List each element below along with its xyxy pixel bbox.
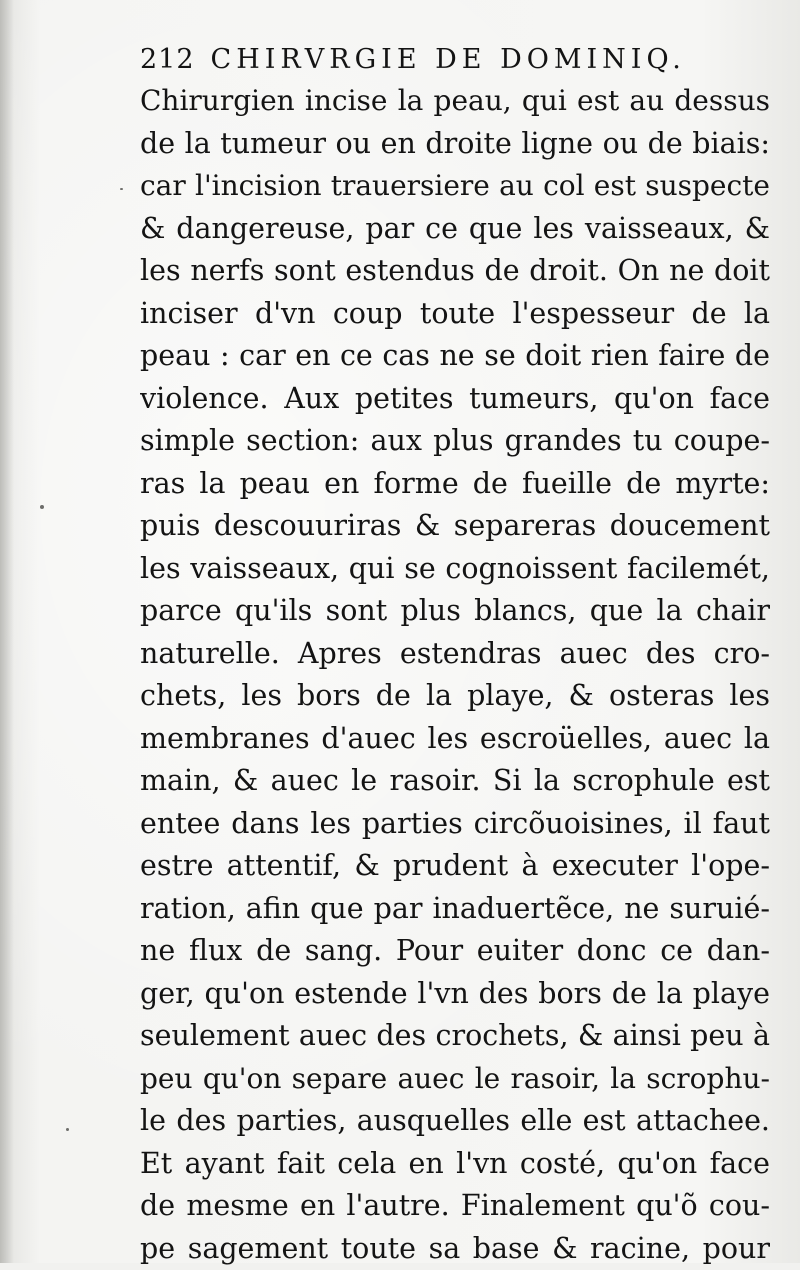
text-line: de la tumeur ou en droite ligne ou de biais:: [140, 123, 770, 166]
text-line: ne flux de sang. Pour euiter donc ce dan-: [140, 930, 770, 973]
text-line: main, & auec le rasoir. Si la scrophule est: [140, 760, 770, 803]
text-line: car l'incision trauersiere au col est suspecte: [140, 165, 770, 208]
text-line: & dangereuse, par ce que les vaisseaux, &: [140, 208, 770, 251]
paper-speck: [66, 1128, 69, 1131]
text-line: membranes d'auec les escroüelles, auec la: [140, 718, 770, 761]
text-line: entee dans les parties circõuoisines, il faut: [140, 803, 770, 846]
paper-speck: [120, 188, 123, 190]
text-line: estre attentif, & prudent à executer l'ope-: [140, 845, 770, 888]
text-line: Chirurgien incise la peau, qui est au dessus: [140, 80, 770, 123]
text-line: Et ayant fait cela en l'vn costé, qu'on face: [140, 1143, 770, 1186]
gutter-shadow: [0, 0, 14, 1263]
text-line: ger, qu'on estende l'vn des bors de la playe: [140, 973, 770, 1016]
text-line: les nerfs sont estendus de droit. On ne doit: [140, 250, 770, 293]
text-line: simple section: aux plus grandes tu coupe-: [140, 420, 770, 463]
text-line: ras la peau en forme de fueille de myrte:: [140, 463, 770, 506]
text-line: peu qu'on separe auec le rasoir, la scrophu-: [140, 1058, 770, 1101]
text-line: pe sagement toute sa base & racine, pour: [140, 1228, 770, 1270]
text-line: de mesme en l'autre. Finalement qu'õ cou-: [140, 1185, 770, 1228]
running-title: CHIRVRGIE DE DOMINIQ.: [211, 44, 686, 75]
page-number: 212: [140, 44, 195, 75]
text-line: ration, afin que par inaduertẽce, ne suruié-: [140, 888, 770, 931]
body-text: [140, 80, 770, 1270]
text-line: naturelle. Apres estendras auec des cro-: [140, 633, 770, 676]
text-line: puis descouuriras & separeras doucement: [140, 505, 770, 548]
text-line: inciser d'vn coup toute l'espesseur de la: [140, 293, 770, 336]
paper-speck: [40, 505, 44, 509]
text-line: parce qu'ils sont plus blancs, que la chair: [140, 590, 770, 633]
text-line: les vaisseaux, qui se cognoissent facilemét,: [140, 548, 770, 591]
text-line: le des parties, ausquelles elle est attachee.: [140, 1100, 770, 1143]
text-line: seulement auec des crochets, & ainsi peu à: [140, 1015, 770, 1058]
text-line: chets, les bors de la playe, & osteras les: [140, 675, 770, 718]
text-line: violence. Aux petites tumeurs, qu'on face: [140, 378, 770, 421]
text-line: peau : car en ce cas ne se doit rien faire de: [140, 335, 770, 378]
running-head: [140, 38, 740, 82]
